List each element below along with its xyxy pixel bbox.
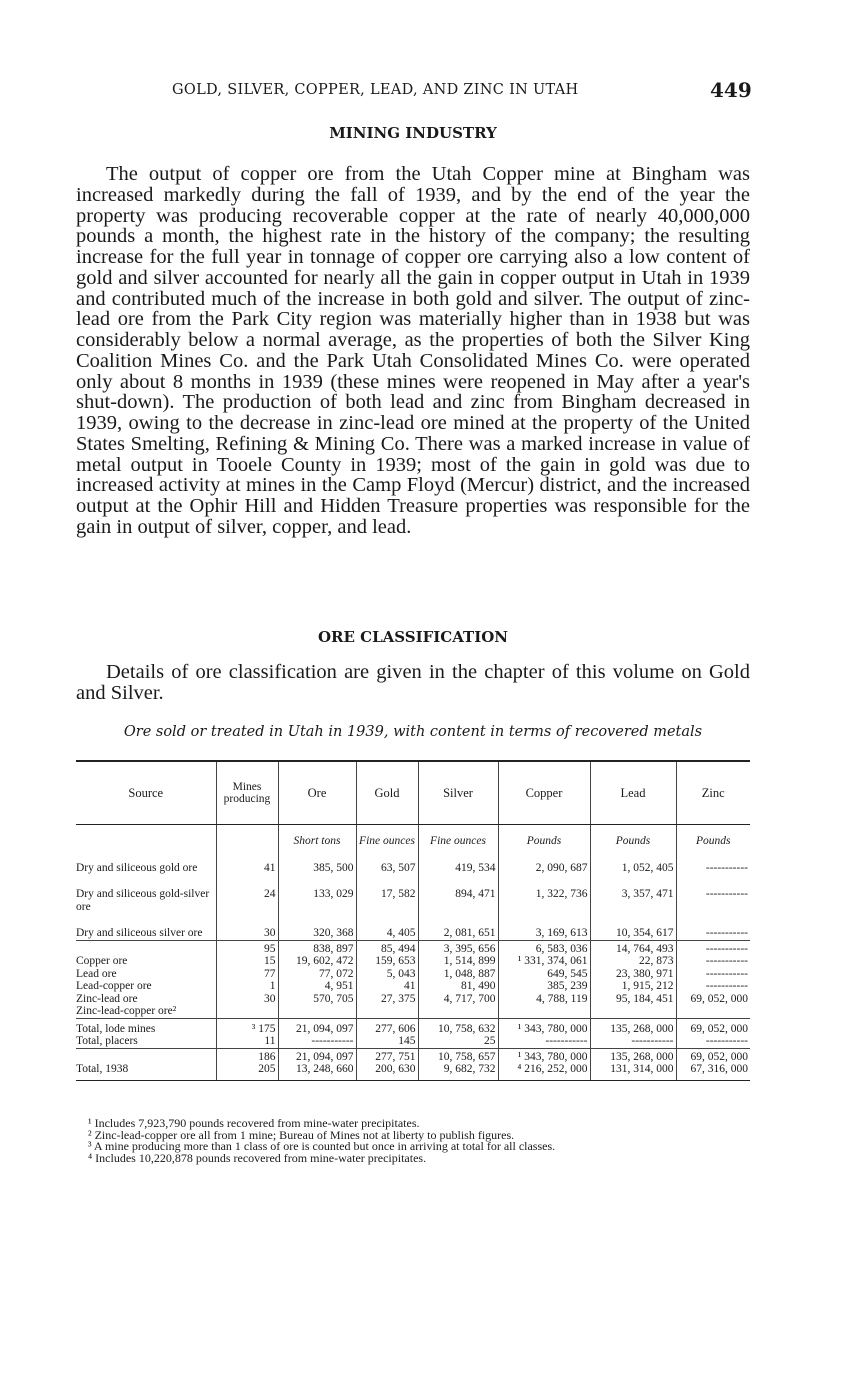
copper-cell: ¹ 343, 780, 000 — [498, 1018, 590, 1035]
column-header: Copper — [498, 761, 590, 825]
lead-cell: 14, 764, 493 — [590, 940, 676, 955]
source-cell: Total, placers — [76, 1035, 138, 1047]
unit-label: Short tons — [278, 825, 356, 848]
column-header: Source — [76, 761, 216, 825]
silver-cell: 419, 534 — [418, 848, 498, 875]
mines-cell: 30 — [216, 913, 278, 940]
mining-industry-paragraph: The output of copper ore from the Utah Copper mine at Bingham was increased markedly during the fall of 1939, and by the end of the year the property was producing recoverable copper at the rate of nearly 40,000,000 pounds a month, the highest rate in the history of the company; the resulting increase for the full year in tonnage of copper ore carrying also a low content of gold and silver accounted for nearly all the gain in copper output in Utah in 1939 and contributed much of the increase in both gold and silver. The output of zinc-lead ore from the Park City region was materially higher than in 1938 but was considerably below a normal average, as the properties of both the Silver King Coalition Mines Co. and the Park Utah Consolidated Mines Co. were operated only about 8 months in 1939 (these mines were reopened in May after a year's shut-down). The production of both lead and zinc from Bingham decreased in 1939, owing to the decrease in zinc-lead ore mined at the property of the United States Smelting, Refining & Mining Co. There was a marked increase in value of metal output in Tooele County in 1939; most of the gain in gold was due to increased activity at mines in the Camp Floyd (Mercur) district, and the increased output at the Ophir Hill and Hidden Treasure properties was responsible for the gain in output of silver, copper, and lead. — [76, 163, 750, 538]
lead-cell: 135, 268, 000 — [590, 1048, 676, 1063]
ore-cell: 77, 072 — [278, 968, 356, 981]
silver-cell: 1, 514, 899 — [418, 955, 498, 968]
lead-cell: 3, 357, 471 — [590, 874, 676, 913]
table-row — [76, 1018, 750, 1035]
table-row — [76, 940, 750, 955]
copper-cell: 649, 545 — [498, 968, 590, 981]
table-row — [76, 980, 750, 993]
table-row — [76, 913, 750, 940]
ore-cell: 320, 368 — [278, 913, 356, 940]
unit-label: Fine ounces — [356, 825, 418, 848]
table-row — [76, 1005, 750, 1018]
zinc-cell: ----------- — [676, 955, 750, 968]
lead-cell: 10, 354, 617 — [590, 913, 676, 940]
silver-cell: 10, 758, 632 — [418, 1018, 498, 1035]
table-row — [76, 1048, 750, 1063]
lead-cell: 131, 314, 000 — [590, 1063, 676, 1080]
source-cell: Total, 1938 — [76, 1063, 216, 1080]
mines-cell: 24 — [216, 874, 278, 913]
source-cell: Total, lode mines — [76, 1018, 216, 1035]
page-number: 449 — [710, 78, 752, 102]
mines-cell: 205 — [216, 1063, 278, 1080]
gold-cell — [356, 1005, 418, 1018]
copper-cell: 6, 583, 036 — [498, 940, 590, 955]
gold-cell: 41 — [356, 980, 418, 993]
mines-cell: 95 — [216, 940, 278, 955]
mines-cell: 30 — [216, 993, 278, 1006]
unit-label: Fine ounces — [418, 825, 498, 848]
ore-cell: 570, 705 — [278, 993, 356, 1006]
gold-cell: 17, 582 — [356, 874, 418, 913]
silver-cell: 2, 081, 651 — [418, 913, 498, 940]
zinc-cell: ----------- — [676, 1035, 750, 1048]
table-caption: Ore sold or treated in Utah in 1939, with content in terms of recovered metals — [123, 724, 703, 740]
mines-cell: 41 — [216, 848, 278, 875]
ore-cell: 133, 029 — [278, 874, 356, 913]
gold-cell: 277, 751 — [356, 1048, 418, 1063]
mines-cell: 77 — [216, 968, 278, 981]
zinc-cell: ----------- — [676, 874, 750, 913]
silver-cell: 1, 048, 887 — [418, 968, 498, 981]
lead-cell: 135, 268, 000 — [590, 1018, 676, 1035]
zinc-cell: 69, 052, 000 — [676, 993, 750, 1006]
source-cell: Zinc-lead-copper ore² — [76, 1005, 177, 1017]
source-cell — [76, 940, 216, 955]
ore-cell: ----------- — [278, 1035, 356, 1048]
section-heading-ore-classification: ORE CLASSIFICATION — [317, 628, 509, 646]
table-row — [76, 848, 750, 875]
gold-cell: 200, 630 — [356, 1063, 418, 1080]
lead-cell: 1, 052, 405 — [590, 848, 676, 875]
gold-cell: 27, 375 — [356, 993, 418, 1006]
column-header: Zinc — [676, 761, 750, 825]
zinc-cell: ----------- — [676, 968, 750, 981]
silver-cell: 3, 395, 656 — [418, 940, 498, 955]
lead-cell: ----------- — [590, 1035, 676, 1048]
zinc-cell: ----------- — [676, 980, 750, 993]
copper-cell: 385, 239 — [498, 980, 590, 993]
zinc-cell: 69, 052, 000 — [676, 1018, 750, 1035]
running-title: GOLD, SILVER, COPPER, LEAD, AND ZINC IN UTAH — [172, 82, 579, 98]
ore-classification-paragraph: Details of ore classification are given in the chapter of this volume on Gold and Silver. — [76, 661, 750, 704]
silver-cell: 10, 758, 657 — [418, 1048, 498, 1063]
footnotes — [88, 1118, 768, 1164]
mines-cell: 15 — [216, 955, 278, 968]
ore-cell: 385, 500 — [278, 848, 356, 875]
source-cell: Dry and siliceous gold ore — [76, 861, 198, 874]
ore-cell: 21, 094, 097 — [278, 1048, 356, 1063]
gold-cell: 4, 405 — [356, 913, 418, 940]
copper-cell: ⁴ 216, 252, 000 — [498, 1063, 590, 1080]
unit-label: Pounds — [498, 825, 590, 848]
table-row — [76, 1063, 750, 1080]
source-cell: Dry and siliceous gold-silver ore — [76, 888, 210, 913]
column-header: Ore — [278, 761, 356, 825]
column-header: Silver — [418, 761, 498, 825]
gold-cell: 63, 507 — [356, 848, 418, 875]
footnote: ¹ Includes 7,923,790 pounds recovered from mine-water precipitates. — [88, 1116, 420, 1130]
zinc-cell: 69, 052, 000 — [676, 1048, 750, 1063]
table-row — [76, 1035, 750, 1048]
mines-cell — [216, 1005, 278, 1018]
zinc-cell: ----------- — [676, 848, 750, 875]
copper-cell: 2, 090, 687 — [498, 848, 590, 875]
table-row — [76, 955, 750, 968]
zinc-cell: ----------- — [676, 913, 750, 940]
units-row — [76, 825, 750, 848]
ore-cell: 19, 602, 472 — [278, 955, 356, 968]
ore-table — [76, 760, 750, 1081]
lead-cell: 95, 184, 451 — [590, 993, 676, 1006]
ore-cell: 13, 248, 660 — [278, 1063, 356, 1080]
column-header: Lead — [590, 761, 676, 825]
lead-cell: 1, 915, 212 — [590, 980, 676, 993]
source-cell: Dry and siliceous silver ore — [76, 927, 203, 939]
lead-cell: 23, 380, 971 — [590, 968, 676, 981]
copper-cell: ¹ 331, 374, 061 — [498, 955, 590, 968]
column-header: Mines producing — [216, 761, 278, 825]
silver-cell: 9, 682, 732 — [418, 1063, 498, 1080]
table-row — [76, 874, 750, 913]
source-cell — [76, 1048, 216, 1063]
gold-cell: 145 — [356, 1035, 418, 1048]
copper-cell — [498, 1005, 590, 1018]
source-cell: Lead-copper ore — [76, 980, 152, 992]
lead-cell: 22, 873 — [590, 955, 676, 968]
silver-cell: 894, 471 — [418, 874, 498, 913]
zinc-cell: ----------- — [676, 940, 750, 955]
copper-cell: ----------- — [498, 1035, 590, 1048]
source-cell: Lead ore — [76, 967, 117, 980]
ore-cell: 21, 094, 097 — [278, 1018, 356, 1035]
lead-cell — [590, 1005, 676, 1018]
zinc-cell: 67, 316, 000 — [676, 1063, 750, 1080]
footnote: ⁴ Includes 10,220,878 pounds recovered from mine-water precipitates. — [88, 1150, 427, 1165]
mines-cell: ³ 175 — [216, 1018, 278, 1035]
unit-label: Pounds — [590, 825, 676, 848]
column-header: Gold — [356, 761, 418, 825]
copper-cell: 1, 322, 736 — [498, 874, 590, 913]
table-row — [76, 993, 750, 1006]
gold-cell: 277, 606 — [356, 1018, 418, 1035]
zinc-cell — [676, 1005, 750, 1018]
table-row — [76, 968, 750, 981]
table-header-row — [76, 761, 750, 825]
silver-cell — [418, 1005, 498, 1018]
unit-label: Pounds — [676, 825, 750, 848]
copper-cell: 4, 788, 119 — [498, 993, 590, 1006]
gold-cell: 159, 653 — [356, 955, 418, 968]
gold-cell: 5, 043 — [356, 968, 418, 981]
gold-cell: 85, 494 — [356, 940, 418, 955]
silver-cell: 81, 490 — [418, 980, 498, 993]
mines-cell: 1 — [216, 980, 278, 993]
source-cell: Copper ore — [76, 955, 128, 967]
section-heading-mining-industry: MINING INDUSTRY — [329, 124, 497, 142]
silver-cell: 25 — [418, 1035, 498, 1048]
ore-cell — [278, 1005, 356, 1018]
copper-cell: 3, 169, 613 — [498, 913, 590, 940]
mines-cell: 186 — [216, 1048, 278, 1063]
running-head — [0, 78, 867, 106]
source-cell: Zinc-lead ore — [76, 992, 138, 1005]
copper-cell: ¹ 343, 780, 000 — [498, 1048, 590, 1063]
footnote: ² Zinc-lead-copper ore all from 1 mine; Bureau of Mines not at liberty to publish figures. — [88, 1127, 515, 1142]
mines-cell: 11 — [216, 1035, 278, 1048]
footnote: ³ A mine producing more than 1 class of ore is counted but once in arriving at total for all classes. — [88, 1139, 556, 1153]
silver-cell: 4, 717, 700 — [418, 993, 498, 1006]
ore-cell: 838, 897 — [278, 940, 356, 955]
ore-cell: 4, 951 — [278, 980, 356, 993]
